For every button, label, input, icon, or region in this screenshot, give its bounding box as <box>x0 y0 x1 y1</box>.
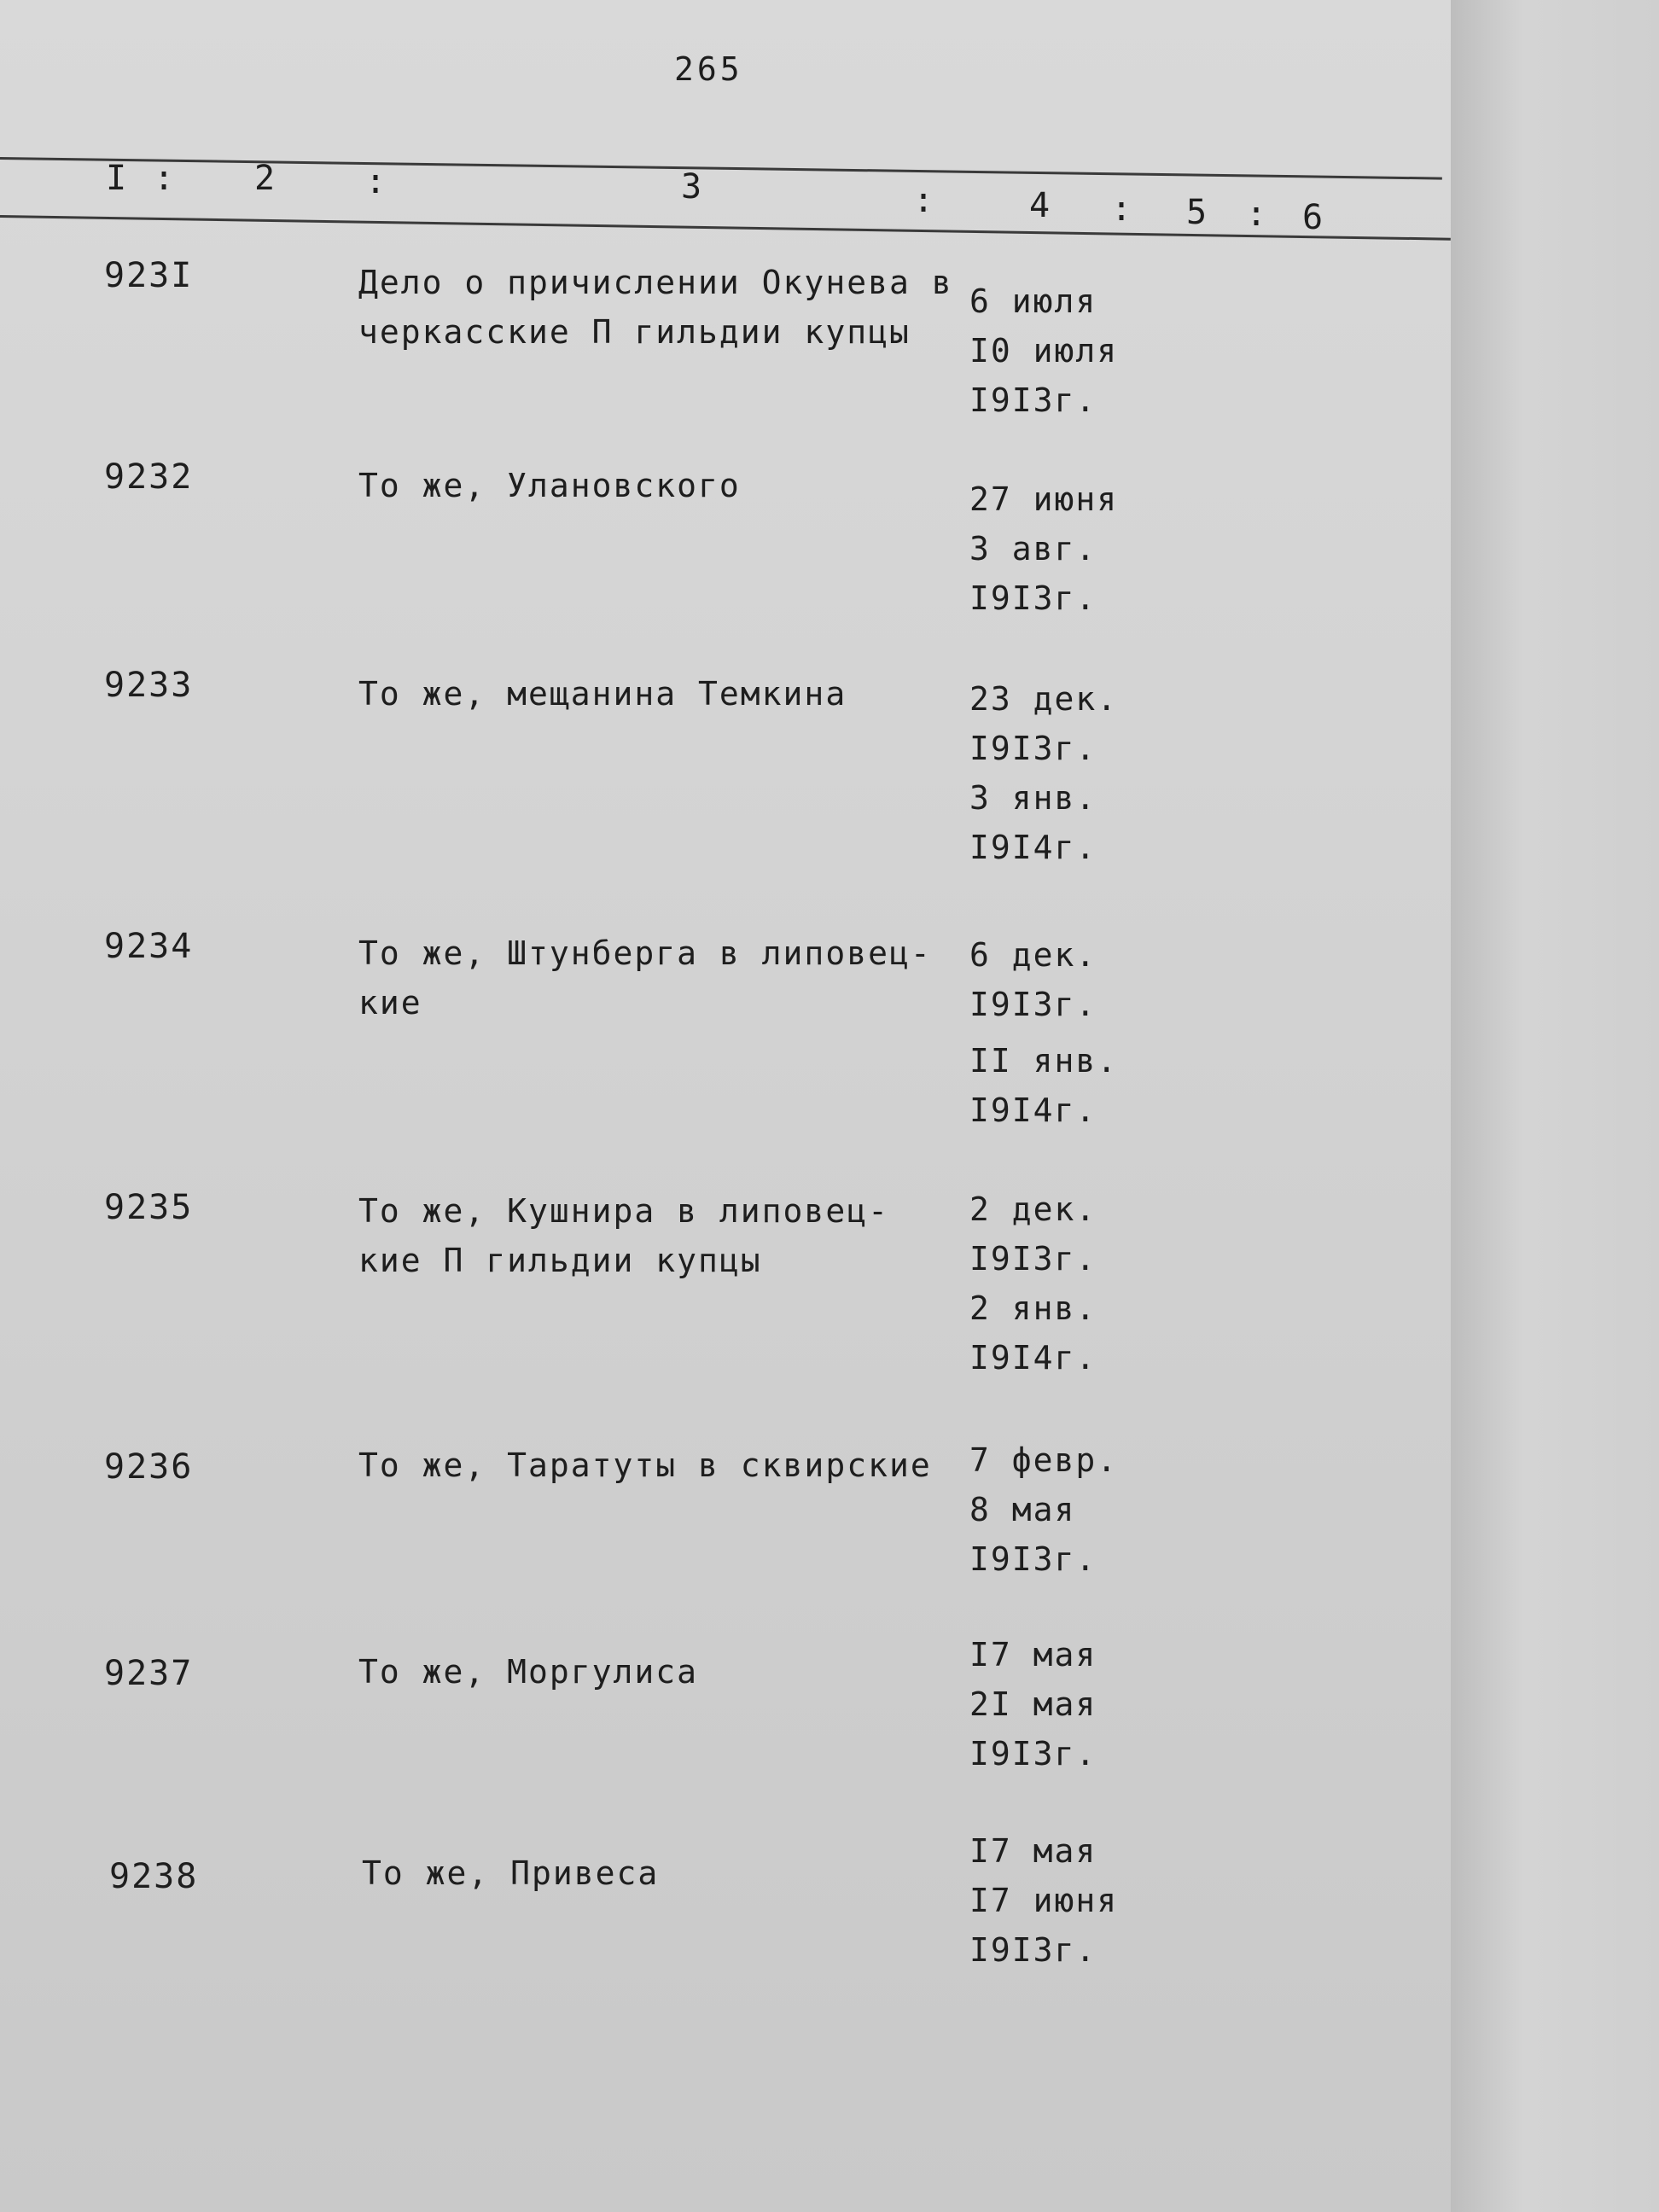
column-header-4: 4 <box>1029 186 1051 225</box>
record-dates <box>969 1630 1166 1778</box>
record-date-line: I9I3г. <box>969 579 1097 617</box>
record-title-line: кие <box>358 984 422 1022</box>
record-date-line: I9I3г. <box>969 1931 1097 1969</box>
column-header-1: I <box>106 159 127 198</box>
record-date-line: I7 мая <box>969 1832 1097 1870</box>
record-number: 9233 <box>104 666 194 705</box>
record-dates <box>969 674 1166 872</box>
record-title-line: черкасские П гильдии купцы <box>358 313 911 351</box>
record-date-line: I7 июня <box>969 1882 1119 1919</box>
record-title-line: Дело о причислении Окунева в <box>358 264 953 301</box>
record-date-line: 7 февр. <box>969 1441 1119 1479</box>
header-rule-bottom <box>0 215 1451 241</box>
record-date-line: I9I3г. <box>969 1540 1097 1578</box>
record-title <box>358 461 956 510</box>
record-dates <box>969 1185 1166 1382</box>
record-date-line: I9I3г. <box>969 986 1097 1023</box>
record-date-line: I9I4г. <box>969 1339 1097 1377</box>
record-title-line: То же, Таратуты в сквирские <box>358 1447 932 1484</box>
column-separator: : <box>913 181 934 220</box>
page-edge-shadow <box>1451 0 1659 2212</box>
record-title <box>358 1441 956 1490</box>
record-dates <box>969 930 1166 1135</box>
record-date-line: I7 мая <box>969 1636 1097 1674</box>
record-date-line: 3 авг. <box>969 530 1097 568</box>
record-date-line: 6 июля <box>969 282 1097 320</box>
page-number: 265 <box>674 50 743 88</box>
record-dates <box>969 276 1166 425</box>
record-date-line: I9I3г. <box>969 1240 1097 1278</box>
record-number: 9235 <box>104 1188 194 1227</box>
record-date-line: 23 дек. <box>969 680 1119 718</box>
column-separator: : <box>1246 195 1267 234</box>
record-number: 9232 <box>104 457 194 497</box>
record-dates <box>969 1826 1166 1975</box>
record-number: 923I <box>104 256 194 295</box>
column-header-5: 5 <box>1186 193 1208 232</box>
record-title-line: кие П гильдии купцы <box>358 1242 762 1279</box>
record-title-line: То же, Кушнира в липовец- <box>358 1192 889 1230</box>
header-rule-top <box>0 157 1442 180</box>
record-title <box>358 928 956 1027</box>
record-title-line: То же, Привеса <box>362 1854 660 1892</box>
record-title <box>358 258 956 357</box>
record-date-line: 2 янв. <box>969 1289 1097 1327</box>
column-header-2: 2 <box>254 159 276 198</box>
record-title-line: То же, Моргулиса <box>358 1653 699 1691</box>
record-number: 9238 <box>109 1857 199 1896</box>
column-separator: : <box>1111 189 1132 229</box>
record-date-line: 3 янв. <box>969 779 1097 817</box>
record-title-line: То же, Улановского <box>358 467 741 504</box>
record-date-line: I9I3г. <box>969 1735 1097 1773</box>
record-number: 9236 <box>104 1447 194 1487</box>
record-date-line: I0 июля <box>969 332 1119 370</box>
record-date-line: 27 июня <box>969 480 1119 518</box>
record-date-line: I9I4г. <box>969 829 1097 866</box>
record-title-line: То же, Штунберга в липовец- <box>358 934 932 972</box>
record-number: 9234 <box>104 927 194 966</box>
record-date-line: I9I3г. <box>969 730 1097 767</box>
record-number: 9237 <box>104 1654 194 1693</box>
record-date-line: 6 дек. <box>969 936 1097 974</box>
record-date-line: II янв. <box>969 1042 1119 1080</box>
record-title-line: То же, мещанина Темкина <box>358 675 847 713</box>
record-date-line: I9I3г. <box>969 381 1097 419</box>
record-title <box>358 669 956 719</box>
record-title <box>358 1647 956 1697</box>
record-date-line: I9I4г. <box>969 1091 1097 1129</box>
column-header-6: 6 <box>1302 198 1324 237</box>
record-date-line: 2 дек. <box>969 1190 1097 1228</box>
column-separator: : <box>365 162 387 201</box>
record-dates <box>969 474 1166 623</box>
record-title <box>358 1186 956 1285</box>
column-separator: : <box>154 159 175 198</box>
record-date-line: 2I мая <box>969 1685 1097 1723</box>
record-title <box>362 1848 959 1898</box>
record-date-line: 8 мая <box>969 1491 1076 1528</box>
record-dates <box>969 1435 1166 1584</box>
column-header-3: 3 <box>681 167 702 207</box>
